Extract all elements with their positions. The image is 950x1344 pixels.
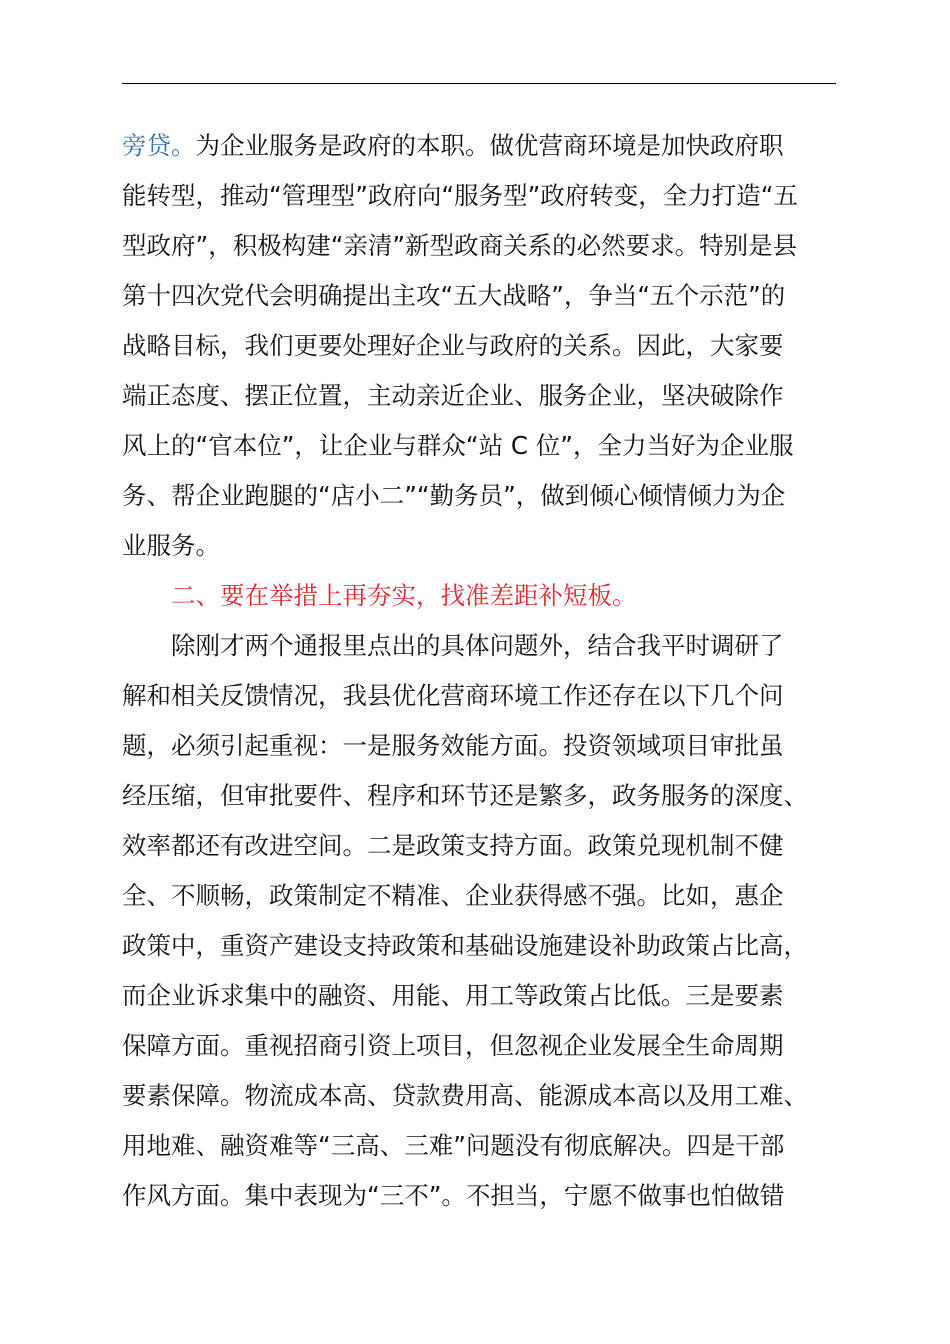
paragraph2-line: 解和相关反馈情况，我县优化营商环境工作还存在以下几个问 <box>122 681 784 710</box>
section-heading: 二、要在举措上再夯实，找准差距补短板。 <box>171 581 637 610</box>
paragraph2-line: 用地难、融资难等“三高、三难”问题没有彻底解决。四是干部 <box>122 1131 785 1160</box>
header-rule <box>122 83 836 84</box>
paragraph1-line-1: 旁贷。为企业服务是政府的本职。做优营商环境是加快政府职 <box>122 131 784 160</box>
paragraph2-line: 除刚才两个通报里点出的具体问题外，结合我平时调研了 <box>171 631 784 660</box>
paragraph2-line: 而企业诉求集中的融资、用能、用工等政策占比低。三是要素 <box>122 981 784 1010</box>
paragraph2-line: 政策中，重资产建设支持政策和基础设施建设补助政策占比高， <box>122 931 808 960</box>
paragraph1-line: 型政府”，积极构建“亲清”新型政商关系的必然要求。特别是县 <box>122 231 798 260</box>
paragraph1-line: 风上的“官本位”，让企业与群众“站 C 位”，全力当好为企业服 <box>122 431 794 460</box>
paragraph1-line: 第十四次党代会明确提出主攻“五大战略”，争当“五个示范”的 <box>122 281 786 310</box>
highlighted-phrase: 旁贷。 <box>122 131 196 160</box>
paragraph1-line: 端正态度、摆正位置，主动亲近企业、服务企业，坚决破除作 <box>122 381 784 410</box>
body-text <box>122 121 836 1221</box>
paragraph1-line: 业服务。 <box>122 531 220 560</box>
paragraph1-line: 务、帮企业跑腿的“店小二”“勤务员”，做到倾心倾情倾力为企 <box>122 481 786 510</box>
paragraph1-line: 能转型，推动“管理型”政府向“服务型”政府转变，全力打造“五 <box>122 181 798 210</box>
paragraph2-line: 题，必须引起重视：一是服务效能方面。投资领域项目审批虽 <box>122 731 784 760</box>
paragraph2-line: 要素保障。物流成本高、贷款费用高、能源成本高以及用工难、 <box>122 1081 808 1110</box>
paragraph2-line: 保障方面。重视招商引资上项目，但忽视企业发展全生命周期 <box>122 1031 784 1060</box>
paragraph2-line: 全、不顺畅，政策制定不精准、企业获得感不强。比如，惠企 <box>122 881 784 910</box>
paragraph1-line: 战略目标，我们更要处理好企业与政府的关系。因此，大家要 <box>122 331 784 360</box>
paragraph2-line: 经压缩，但审批要件、程序和环节还是繁多，政务服务的深度、 <box>122 781 808 810</box>
paragraph2-line: 效率都还有改进空间。二是政策支持方面。政策兑现机制不健 <box>122 831 784 860</box>
paragraph2-line: 作风方面。集中表现为“三不”。不担当，宁愿不做事也怕做错 <box>122 1181 785 1210</box>
